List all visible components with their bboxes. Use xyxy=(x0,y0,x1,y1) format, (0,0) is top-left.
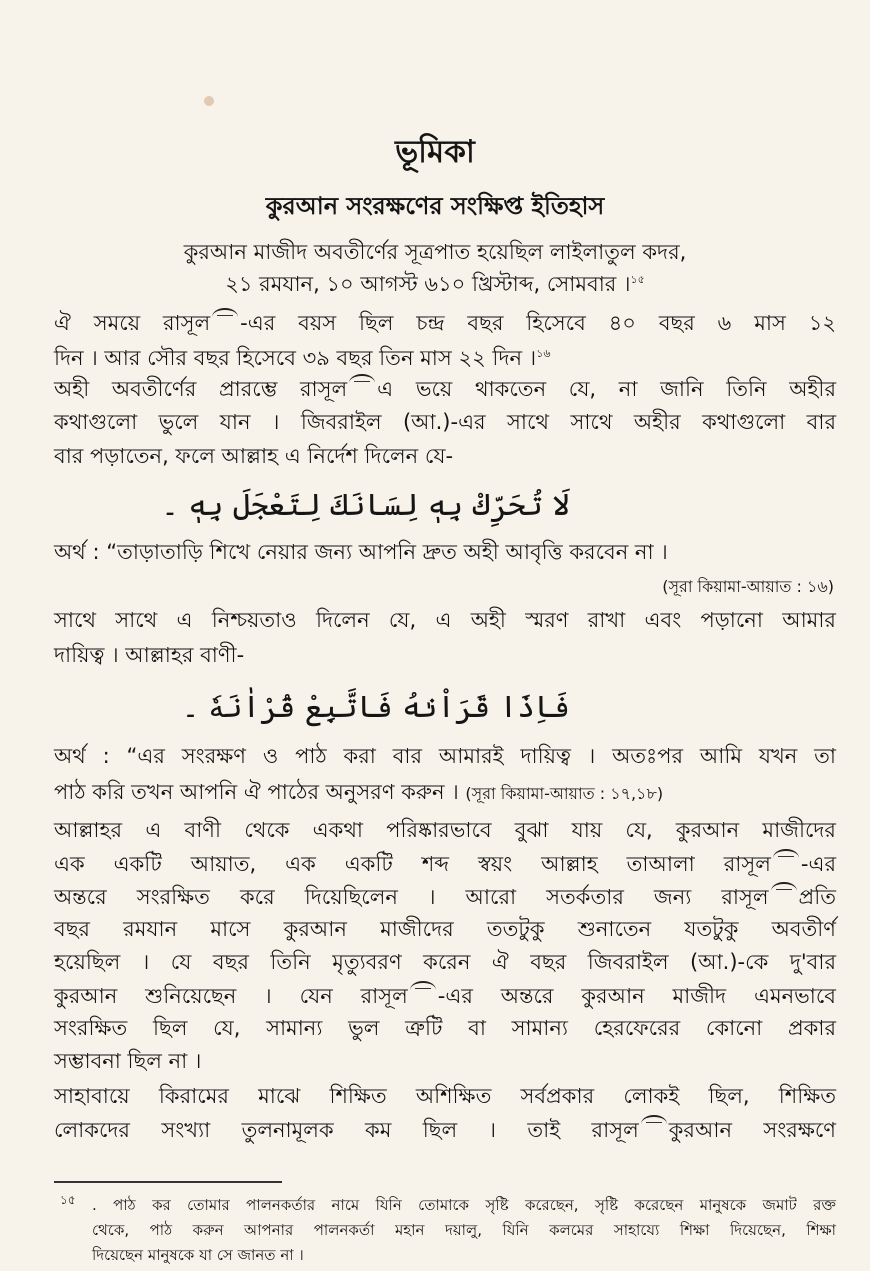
salallahu-seal-icon xyxy=(349,374,375,392)
page-subtitle: কুরআন সংরক্ষণের সংক্ষিপ্ত ইতিহাস xyxy=(265,192,605,220)
para3-line-2: দায়িত্ব । আল্লাহর বাণী- xyxy=(54,643,245,667)
para2-line-3: বার পড়াতেন, ফলে আল্লাহ এ নির্দেশ দিলেন যে- xyxy=(54,444,454,468)
para2-line-1: অহী অবতীর্ণের প্রারম্ভে রাসূল এ ভয়ে থাকতেন যে, না জানি তিনি অহীর xyxy=(54,374,836,403)
intro-line-2: ২১ রমযান, ১০ আগস্ট ৬১০ খ্রিস্টাব্দ, সোমবার ।$^{১৫}$ xyxy=(225,272,645,296)
para1-line-2: দিন । আর সৌর বছর হিসেবে ৩৯ বছর তিন মাস ২২ দিন ।$^{১৬}$ xyxy=(54,346,551,370)
footnote-line-1: . পাঠ কর তোমার পালনকর্তার নামে যিনি তোমাকে সৃষ্টি করেছেন, সৃষ্টি করেছেন মানুষকে জমাট রক্ত xyxy=(92,1196,836,1214)
para4-line-4: বছর রমযান মাসে কুরআন মাজীদের ততটুকু শুনাতেন যতটুকু অবতীর্ণ xyxy=(54,917,836,941)
salallahu-seal-icon xyxy=(641,1115,667,1133)
footnote-ref[interactable]: ১৬ xyxy=(536,347,551,360)
salallahu-seal-icon xyxy=(212,308,238,326)
footnote-line-3: দিয়েছেন মানুষকে যা সে জানত না । xyxy=(92,1246,304,1264)
para1-line-1: ঐ সময়ে রাসূল -এর বয়স ছিল চন্দ্র বছর হিসেবে ৪০ বছর ৬ মাস ১২ xyxy=(54,308,836,337)
para4-line-3: অন্তরে সংরক্ষিত করে দিয়েছিলেন । আরো সতর্কতার জন্য রাসূল প্রতি xyxy=(54,882,836,911)
footnote-number: ১৫ xyxy=(60,1193,76,1207)
verse2-reference: (সূরা কিয়ামা-আয়াত : ১৭,১৮) xyxy=(465,784,664,803)
footnote-line-2: থেকে, পাঠ করুন আপনার পালনকর্তা মহান দয়ালু, যিনি কলমের সাহায্যে শিক্ষা দিয়েছেন, শিক্ষা xyxy=(92,1221,836,1239)
verse2-meaning-1: অর্থ : “এর সংরক্ষণ ও পাঠ করা বার আমারই দায়িত্ব । অতঃপর আমি যখন তা xyxy=(54,744,836,768)
intro-line-1: কুরআন মাজীদ অবতীর্ণের সূত্রপাত হয়েছিল লাইলাতুল কদর, xyxy=(183,240,687,264)
footnote-divider xyxy=(54,1181,282,1183)
para4-line-6: কুরআন শুনিয়েছেন । যেন রাসূল -এর অন্তরে কুরআন মাজীদ এমনভাবে xyxy=(54,981,836,1010)
para5-line-2: লোকদের সংখ্যা তুলনামূলক কম ছিল । তাই রাসূল কুরআন সংরক্ষণে xyxy=(54,1115,836,1144)
para4-line-2: এক একটি আয়াত, এক একটি শব্দ স্বয়ং আল্লাহ তাআলা রাসূল -এর xyxy=(54,849,836,878)
para4-line-5: হয়েছিল । যে বছর তিনি মৃত্যুবরণ করেন ঐ বছর জিবরাইল (আ.)-কে দু'বার xyxy=(54,950,836,974)
footnote-ref[interactable]: ১৫ xyxy=(630,273,645,286)
page-title: ভূমিকা xyxy=(395,134,475,170)
para4-line-1: আল্লাহর এ বাণী থেকে একথা পরিষ্কারভাবে বুঝা যায় যে, কুরআন মাজীদের xyxy=(54,818,836,842)
paper-stain xyxy=(204,96,214,106)
para5-line-1: সাহাবায়ে কিরামের মাঝে শিক্ষিত অশিক্ষিত সর্বপ্রকার লোকই ছিল, শিক্ষিত xyxy=(54,1084,836,1108)
para3-line-1: সাথে সাথে এ নিশ্চয়তাও দিলেন যে, এ অহী স্মরণ রাখা এবং পড়ানো আমার xyxy=(54,608,836,632)
salallahu-seal-icon xyxy=(771,882,797,900)
salallahu-seal-icon xyxy=(773,849,799,867)
para4-line-8: সম্ভাবনা ছিল না । xyxy=(54,1049,202,1073)
para4-line-7: সংরক্ষিত ছিল যে, সামান্য ভুল ত্রুটি বা সামান্য হেরফেরের কোনো প্রকার xyxy=(54,1016,836,1040)
verse1-reference: (সূরা কিয়ামা-আয়াত : ১৬) xyxy=(662,577,834,596)
salallahu-seal-icon xyxy=(410,981,436,999)
para2-line-2: কথাগুলো ভুলে যান । জিবরাইল (আ.)-এর সাথে সাথে অহীর কথাগুলো বার xyxy=(54,410,836,434)
arabic-verse-1: لَا تُحَرِّكْ بِهٖ لِسَانَكَ لِتَعْجَلَ بِهٖ ۔ xyxy=(161,488,570,523)
verse2-meaning-2: পাঠ করি তখন আপনি ঐ পাঠের অনুসরণ করুন । (সূরা কিয়ামা-আয়াত : ১৭,১৮) xyxy=(54,780,664,804)
arabic-verse-2: فَاِذَا قَرَاْنٰهُ فَاتَّبِعْ قُرْاٰنَهٗ ۔ xyxy=(181,690,570,725)
verse1-meaning: অর্থ : “তাড়াতাড়ি শিখে নেয়ার জন্য আপনি দ্রুত অহী আবৃত্তি করবেন না । xyxy=(54,540,668,564)
